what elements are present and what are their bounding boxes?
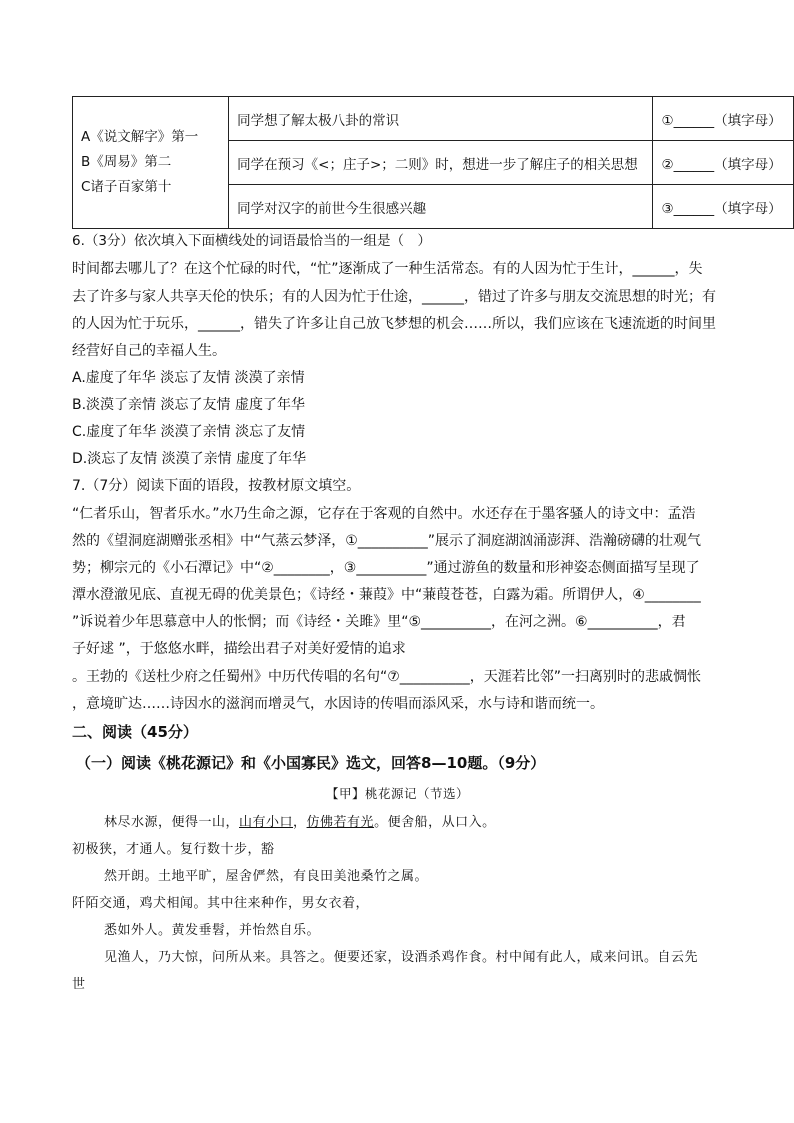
q6-passage-line-2: 去了许多与家人共享天伦的快乐；有的人因为忙于仕途，______，错过了许多与朋友交流思想的时光；有 — [72, 289, 716, 305]
section-2-heading: 二、阅读（45分） — [72, 723, 198, 741]
book-options-cell — [73, 97, 229, 229]
passage-line-7: 世 — [72, 977, 86, 992]
passage-line-2: 初极狭，才通人。复行数十步，豁 — [72, 842, 275, 857]
table-row-3-answer: ③______（填字母） — [653, 185, 794, 229]
passage-line-6: 见渔人，乃大惊，问所从来。具答之。便要还家，设酒杀鸡作食。村中闻有此人，咸来问讯。自云先 — [104, 950, 699, 965]
reference-table — [72, 96, 794, 229]
table-row-1-desc: 同学想了解太极八卦的常识 — [229, 97, 653, 141]
passage-line-5: 悉如外人。黄发垂髫，并怡然自乐。 — [104, 923, 321, 938]
passage-line-4: 阡陌交通，鸡犬相闻。其中往来种作，男女衣着， — [72, 896, 370, 911]
passage-line-3: 然开朗。土地平旷，屋舍俨然，有良田美池桑竹之属。 — [104, 869, 429, 884]
q7-passage-line-2: 然的《望洞庭湖赠张丞相》中“气蒸云梦泽，①__________”展示了洞庭湖汹涌澎湃、浩瀚磅礴的壮观气 — [72, 533, 702, 549]
q6-passage-line-3: 的人因为忙于玩乐，______，错失了许多让自己放飞梦想的机会……所以，我们应该在飞速流逝的时间里 — [72, 316, 716, 332]
q6-passage-line-1: 时间都去哪儿了？在这个忙碌的时代，“忙”逐渐成了一种生活常态。有的人因为忙于生计，______，失 — [72, 261, 703, 277]
reading-1-heading: （一）阅读《桃花源记》和《小国寡民》选文，回答8—10题。（9分） — [76, 754, 546, 772]
passage-jia-title: 【甲】桃花源记（节选） — [326, 786, 470, 801]
underlined-phrase-2: 仿佛若有光 — [306, 815, 375, 830]
q7-passage-line-8: ，意境旷达……诗因水的滋润而增灵气，水因诗的传唱而添风采，水与诗和谐而统一。 — [72, 696, 604, 712]
question-7-stem: 7.（7分）阅读下面的语段，按教材原文填空。 — [72, 478, 361, 494]
table-row-3-desc: 同学对汉字的前世今生很感兴趣 — [229, 185, 653, 229]
table-row-2-answer: ②______（填字母） — [653, 141, 794, 185]
q7-passage-line-3: 势；柳宗元的《小石潭记》中“②________，③__________”通过游鱼的数量和形神姿态侧面描写呈现了 — [72, 560, 700, 576]
book-option-b: B《周易》第二 — [81, 154, 172, 170]
passage-line-1: 林尽水源，便得一山，山有小口，仿佛若有光。便舍船，从口入。 — [104, 815, 496, 830]
q7-passage-line-7: 。王勃的《送杜少府之任蜀州》中历代传唱的名句“⑦__________，天涯若比邻”一扫离别时的悲戚惆怅 — [72, 669, 702, 685]
q6-option-a: A.虚度了年华 淡忘了友情 淡漠了亲情 — [72, 370, 305, 386]
q6-option-d: D.淡忘了友情 淡漠了亲情 虚度了年华 — [72, 451, 307, 467]
q7-passage-line-6: 子好逑 ”，于悠悠水畔，描绘出君子对美好爱情的追求 — [72, 641, 406, 657]
q7-passage-line-4: 潭水澄澈见底、直视无碍的优美景色；《诗经・蒹葭》中“蒹葭苍苍，白露为霜。所谓伊人，④________ — [72, 587, 701, 603]
table-row-1-answer: ①______（填字母） — [653, 97, 794, 141]
question-6-stem: 6.（3分）依次填入下面横线处的词语最恰当的一组是（ ） — [72, 233, 431, 249]
underlined-phrase-1: 山有小口 — [239, 815, 294, 830]
q7-passage-line-1: “仁者乐山，智者乐水。”水乃生命之源，它存在于客观的自然中。水还存在于墨客骚人的诗文中：孟浩 — [72, 506, 696, 522]
book-option-a: A《说文解字》第一 — [81, 129, 199, 145]
q6-option-b: B.淡漠了亲情 淡忘了友情 虚度了年华 — [72, 397, 305, 413]
q6-passage-line-4: 经营好自己的幸福人生。 — [72, 343, 226, 359]
book-option-c: C诸子百家第十 — [81, 179, 172, 195]
table-row-2-desc: 同学在预习《<；庄子>；二则》时，想进一步了解庄子的相关思想 — [229, 141, 653, 185]
q6-option-c: C.虚度了年华 淡漠了亲情 淡忘了友情 — [72, 424, 306, 440]
q7-passage-line-5: ”诉说着少年思慕意中人的怅惘；而《诗经・关雎》里“⑤__________，在河之洲。⑥__________，君 — [72, 614, 686, 630]
